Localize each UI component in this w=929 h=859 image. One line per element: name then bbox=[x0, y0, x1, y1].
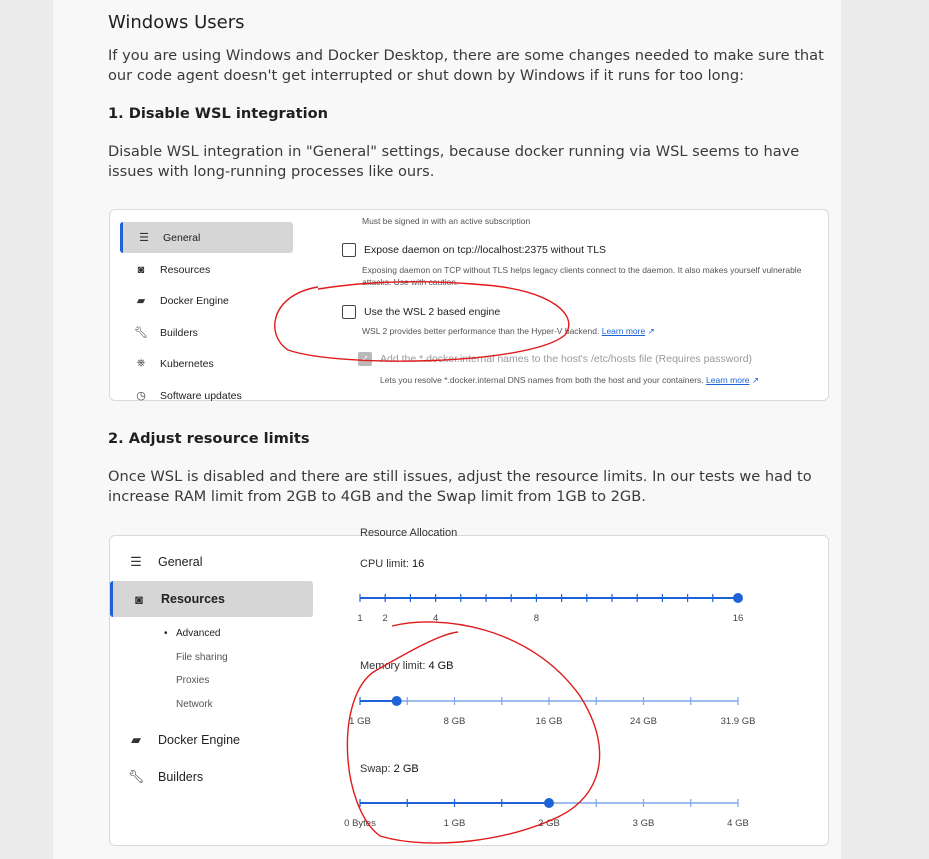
wsl-learn-more-link[interactable]: Learn more bbox=[601, 326, 646, 336]
step1-paragraph: Disable WSL integration in "General" settings, because docker running via WSL seems to have issues with long-running processes like ours. bbox=[108, 143, 800, 180]
subnav-advanced-label: Advanced bbox=[176, 628, 221, 639]
expose-daemon-checkbox[interactable] bbox=[342, 243, 356, 257]
cpu-slider-handle[interactable] bbox=[733, 593, 743, 603]
nav-docker-engine[interactable] bbox=[120, 285, 293, 316]
memory-tick-label: 1 GB bbox=[349, 716, 371, 727]
cpu-tick-label: 4 bbox=[432, 613, 439, 624]
swap-label bbox=[360, 763, 419, 775]
helm-icon: ⎈ bbox=[136, 357, 146, 369]
nav-builders-label: Builders bbox=[158, 770, 204, 784]
whale-icon: ▰ bbox=[131, 732, 141, 747]
resources-icon: ◙ bbox=[137, 263, 145, 276]
swap-slider-handle[interactable] bbox=[544, 798, 554, 808]
nav-docker-engine-label: Docker Engine bbox=[160, 294, 229, 307]
memory-limit-label bbox=[360, 660, 454, 672]
expose-daemon-desc: Exposing daemon on TCP without TLS helps legacy clients connect to the daemon. It also makes yourself vulnerable bbox=[362, 265, 802, 275]
wsl2-engine-desc-text: WSL 2 provides better performance than the Hyper-V backend. bbox=[362, 326, 600, 336]
wrench-icon: 🔧︎ bbox=[134, 327, 148, 339]
sliders-icon: ☰ bbox=[139, 232, 149, 244]
hosts-file-desc bbox=[380, 375, 759, 386]
nav-docker-engine[interactable] bbox=[110, 722, 313, 758]
nav-general[interactable] bbox=[110, 544, 313, 580]
bullet-icon: • bbox=[164, 628, 168, 639]
wsl2-engine-desc bbox=[362, 326, 655, 337]
whale-icon: ▰ bbox=[136, 295, 146, 307]
nav-builders-label: Builders bbox=[160, 326, 198, 339]
wsl2-engine-label: Use the WSL 2 based engine bbox=[364, 306, 501, 318]
nav-docker-engine-label: Docker Engine bbox=[158, 733, 240, 747]
memory-limit-label-text: Memory limit: bbox=[360, 660, 426, 672]
hosts-file-option[interactable] bbox=[358, 352, 752, 366]
expose-daemon-option[interactable] bbox=[342, 243, 606, 257]
general-settings-screenshot bbox=[109, 209, 829, 401]
step2-paragraph: Once WSL is disabled and there are still issues, adjust the resource limits. In our tests we had to increase RAM limit from 2GB to 4GB and the Swap limit from 1GB to 2GB. bbox=[108, 468, 812, 505]
swap-tick-label: 1 GB bbox=[443, 818, 466, 829]
nav-kubernetes[interactable] bbox=[120, 348, 293, 379]
subscription-note: Must be signed in with an active subscription bbox=[362, 216, 531, 226]
external-link-icon: ↗ bbox=[647, 326, 655, 336]
hosts-file-label: Add the *.docker.internal names to the host's /etc/hosts file (Requires password) bbox=[380, 353, 753, 365]
clock-icon: ◷ bbox=[136, 390, 146, 402]
nav-builders[interactable] bbox=[110, 759, 313, 795]
swap-tick-label: 4 GB bbox=[727, 818, 749, 829]
page-heading: Windows Users bbox=[108, 12, 245, 33]
cpu-tick-label: 8 bbox=[533, 613, 540, 624]
nav-resources[interactable] bbox=[110, 581, 313, 617]
cpu-limit-label-text: CPU limit: bbox=[360, 558, 409, 570]
resources-settings-screenshot bbox=[109, 527, 829, 846]
memory-tick-label: 31.9 GB bbox=[720, 716, 756, 727]
subnav-network[interactable]: Network bbox=[176, 699, 213, 710]
nav-general-label: General bbox=[163, 231, 201, 244]
memory-tick-label: 8 GB bbox=[443, 716, 466, 727]
step2-heading: 2. Adjust resource limits bbox=[108, 430, 310, 447]
nav-software-updates[interactable] bbox=[120, 380, 293, 411]
memory-tick-label: 16 GB bbox=[535, 716, 563, 727]
cpu-limit-value: 16 bbox=[411, 558, 425, 570]
swap-value: 2 GB bbox=[393, 763, 419, 775]
nav-software-updates-label: Software updates bbox=[160, 389, 242, 402]
sliders-icon: ☰ bbox=[130, 554, 142, 569]
intro-paragraph: If you are using Windows and Docker Desktop, there are some changes needed to make sure that our code agent doesn't get interrupted or shut down by Windows if it runs for too long: bbox=[108, 47, 824, 84]
wrench-icon: 🔧︎ bbox=[127, 769, 145, 784]
swap-tick-label: 0 Bytes bbox=[344, 818, 376, 829]
hosts-learn-more-link[interactable]: Learn more bbox=[706, 375, 750, 385]
nav-resources-label: Resources bbox=[161, 592, 225, 606]
resources-icon: ◙ bbox=[135, 591, 143, 607]
expose-daemon-label: Expose daemon on tcp://localhost:2375 without TLS bbox=[364, 244, 607, 256]
nav-general[interactable] bbox=[120, 222, 293, 253]
nav-general-label: General bbox=[158, 555, 203, 569]
cpu-tick-label: 1 bbox=[357, 613, 363, 624]
hosts-file-desc-text: Lets you resolve *.docker.internal DNS names from both the host and your containers. bbox=[380, 375, 704, 385]
subnav-advanced[interactable] bbox=[164, 628, 221, 639]
cpu-tick-label: 2 bbox=[382, 613, 388, 624]
wsl2-engine-option[interactable] bbox=[342, 305, 500, 319]
hosts-file-checkbox[interactable]: ✓ bbox=[358, 352, 372, 366]
step1-heading: 1. Disable WSL integration bbox=[108, 105, 328, 122]
external-link-icon: ↗ bbox=[751, 375, 759, 385]
swap-label-text: Swap: bbox=[360, 763, 391, 775]
swap-tick-label: 3 GB bbox=[632, 818, 655, 829]
cpu-tick-label: 16 bbox=[732, 613, 744, 624]
nav-resources-label: Resources bbox=[160, 263, 211, 276]
swap-tick-label: 2 GB bbox=[538, 818, 560, 829]
nav-kubernetes-label: Kubernetes bbox=[160, 357, 214, 370]
wsl2-engine-checkbox[interactable] bbox=[342, 305, 356, 319]
expose-daemon-desc-2: attacks. Use with caution. bbox=[362, 277, 459, 287]
memory-tick-label: 24 GB bbox=[630, 716, 657, 727]
cpu-limit-label bbox=[360, 558, 424, 570]
resource-allocation-heading: Resource Allocation bbox=[360, 527, 458, 539]
subnav-proxies[interactable]: Proxies bbox=[176, 675, 210, 686]
memory-limit-value: 4 GB bbox=[428, 660, 454, 672]
nav-resources[interactable] bbox=[120, 254, 293, 285]
nav-builders[interactable] bbox=[120, 317, 293, 348]
subnav-file-sharing[interactable]: File sharing bbox=[176, 652, 228, 663]
memory-slider-handle[interactable] bbox=[392, 696, 402, 706]
